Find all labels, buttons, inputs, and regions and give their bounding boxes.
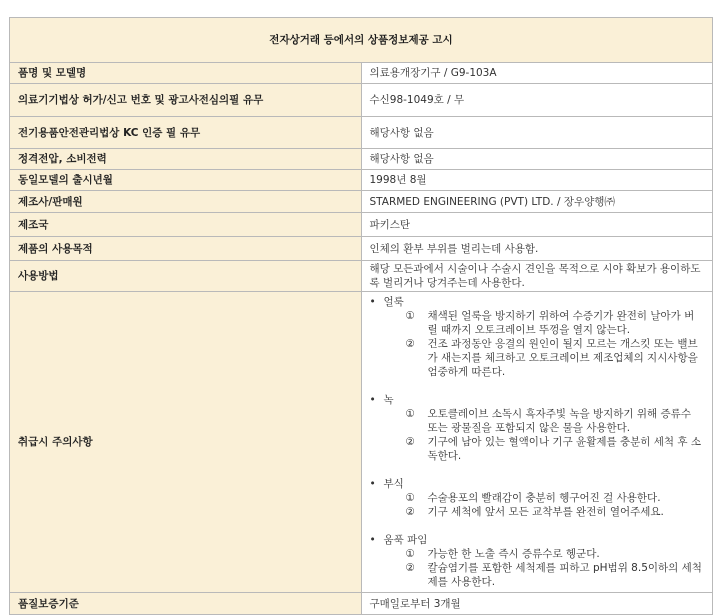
row-label: 동일모델의 출시년월 xyxy=(10,170,362,191)
list-item xyxy=(370,505,705,519)
table-row xyxy=(10,191,713,213)
list-item xyxy=(370,337,705,379)
precaution-section xyxy=(370,477,705,519)
section-heading: 얼룩 xyxy=(383,296,404,308)
row-value: STARMED ENGINEERING (PVT) LTD. / 장우양행㈜ xyxy=(361,191,713,213)
item-text: 채색된 얼룩을 방지하기 위하여 수증기가 완전히 날아가 버릴 때까지 오토크레이브 뚜껑을 열지 않는다. xyxy=(427,310,695,336)
item-text: 오토클레이브 소독시 흑자주빛 녹을 방지하기 위해 증류수 또는 광물질을 포함되지 않은 물을 사용한다. xyxy=(427,408,691,434)
item-text: 가능한 한 노출 즉시 증류수로 헹군다. xyxy=(427,548,600,560)
row-label: 정격전압, 소비전력 xyxy=(10,149,362,170)
list-item xyxy=(370,547,705,561)
bullet-icon: • xyxy=(369,534,376,546)
list-item xyxy=(370,407,705,435)
row-value: 의료용개장기구 / G9-103A xyxy=(361,63,713,84)
row-value: 인체의 환부 부위를 벌리는데 사용함. xyxy=(361,237,713,261)
row-value: 파키스탄 xyxy=(361,213,713,237)
list-item xyxy=(370,309,705,337)
row-value: 구매일로부터 3개월 xyxy=(361,593,713,615)
list-item xyxy=(370,491,705,505)
table-row xyxy=(10,117,713,149)
table-row xyxy=(10,261,713,292)
table-row xyxy=(10,292,713,593)
table-row xyxy=(10,213,713,237)
item-number: ① xyxy=(405,492,415,504)
item-number: ② xyxy=(405,506,415,518)
row-value: 1998년 8월 xyxy=(361,170,713,191)
item-number: ① xyxy=(405,548,415,560)
precautions-content xyxy=(361,292,713,593)
row-label: 품질보증기준 xyxy=(10,593,362,615)
item-text: 기구에 남아 있는 혈액이나 기구 윤활제를 충분히 세척 후 소독한다. xyxy=(427,436,701,462)
row-label: 사용방법 xyxy=(10,261,362,292)
section-heading: 부식 xyxy=(383,478,404,490)
table-row xyxy=(10,237,713,261)
precaution-section xyxy=(370,393,705,463)
precaution-section xyxy=(370,295,705,379)
row-label: 전기용품안전관리법상 KC 인증 필 유무 xyxy=(10,117,362,149)
row-label: 제품의 사용목적 xyxy=(10,237,362,261)
item-text: 기구 세척에 앞서 모든 교착부를 완전히 열어주세요. xyxy=(427,506,664,518)
table-row xyxy=(10,170,713,191)
list-item xyxy=(370,435,705,463)
bullet-icon: • xyxy=(369,296,376,308)
item-number: ① xyxy=(405,408,415,420)
item-number: ② xyxy=(405,562,415,574)
page-title: 전자상거래 등에서의 상품정보제공 고시 xyxy=(10,18,713,63)
item-text: 건조 과정동안 응결의 원인이 될지 모르는 개스킷 또는 밸브가 새는지를 체크하고 오토크레이브 제조업체의 지시사항을 엄중하게 따른다. xyxy=(427,338,698,378)
precaution-section xyxy=(370,533,705,589)
table-row xyxy=(10,63,713,84)
section-heading: 녹 xyxy=(383,394,394,406)
table-row xyxy=(10,84,713,117)
table-row xyxy=(10,593,713,615)
product-info-table xyxy=(9,17,713,615)
item-number: ② xyxy=(405,436,415,448)
row-label: 의료기기법상 허가/신고 번호 및 광고사전심의필 유무 xyxy=(10,84,362,117)
row-value: 해당사항 없음 xyxy=(361,149,713,170)
row-label: 제조국 xyxy=(10,213,362,237)
bullet-icon: • xyxy=(369,478,376,490)
list-item xyxy=(370,561,705,589)
section-heading: 움푹 파임 xyxy=(383,534,428,546)
item-text: 수술용포의 빨래감이 충분히 헹구어진 걸 사용한다. xyxy=(427,492,661,504)
row-label: 제조사/판매원 xyxy=(10,191,362,213)
item-number: ② xyxy=(405,338,415,350)
row-value: 수신98-1049호 / 무 xyxy=(361,84,713,117)
item-text: 칼슘염기를 포함한 세척제를 피하고 pH범위 8.5이하의 세척제를 사용한다. xyxy=(427,562,702,588)
row-label: 취급시 주의사항 xyxy=(10,292,362,593)
row-label: 품명 및 모델명 xyxy=(10,63,362,84)
row-value: 해당 모든과에서 시술이나 수술시 견인을 목적으로 시야 확보가 용이하도록 벌리거나 당겨주는데 사용한다. xyxy=(361,261,713,292)
item-number: ① xyxy=(405,310,415,322)
table-row xyxy=(10,149,713,170)
title-row xyxy=(10,18,713,63)
row-value: 해당사항 없음 xyxy=(361,117,713,149)
bullet-icon: • xyxy=(369,394,376,406)
